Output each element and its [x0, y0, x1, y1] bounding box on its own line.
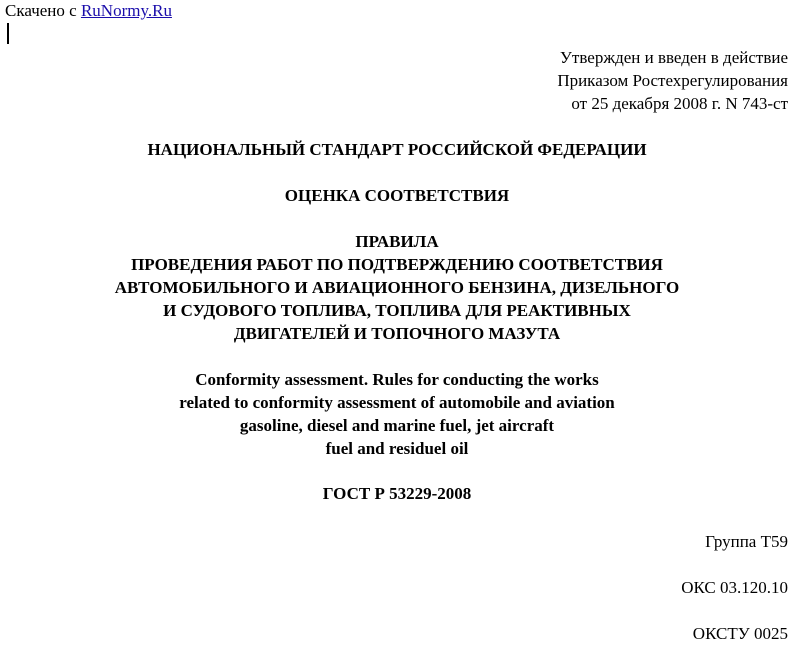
subject-heading [0, 184, 794, 207]
title-en-line: related to conformity assessment of automobile and aviation [179, 393, 615, 412]
title-en-line: gasoline, diesel and marine fuel, jet aircraft [239, 416, 555, 435]
russian-title [0, 230, 794, 345]
standard-type: НАЦИОНАЛЬНЫЙ СТАНДАРТ РОССИЙСКОЙ ФЕДЕРАЦИИ [147, 140, 647, 159]
approval-line: от 25 декабря 2008 г. N 743-ст [571, 94, 788, 113]
designation: ГОСТ Р 53229-2008 [322, 484, 472, 503]
english-title [0, 368, 794, 460]
title-en-line: fuel and residuel oil [325, 439, 469, 458]
title-en-line: Conformity assessment. Rules for conducting the works [195, 370, 599, 389]
okstu-code: ОКСТУ 0025 [692, 624, 788, 643]
title-ru-line: АВТОМОБИЛЬНОГО И АВИАЦИОННОГО БЕНЗИНА, ДИЗЕЛЬНОГО [114, 278, 680, 297]
group-code: Группа Т59 [705, 532, 788, 551]
title-ru-line: И СУДОВОГО ТОПЛИВА, ТОПЛИВА ДЛЯ РЕАКТИВНЫХ [163, 301, 631, 320]
subject: ОЦЕНКА СООТВЕТСТВИЯ [284, 186, 510, 205]
approval-line: Утвержден и введен в действие [559, 48, 788, 67]
approval-block [557, 46, 788, 115]
designation-heading [0, 482, 794, 505]
title-ru-line: ДВИГАТЕЛЕЙ И ТОПОЧНОГО МАЗУТА [233, 324, 561, 343]
source-line [5, 1, 172, 21]
title-ru-line: ПРАВИЛА [355, 232, 439, 251]
source-prefix: Скачено с [5, 1, 81, 20]
text-cursor [7, 23, 9, 44]
approval-line: Приказом Ростехрегулирования [557, 71, 788, 90]
title-ru-line: ПРОВЕДЕНИЯ РАБОТ ПО ПОДТВЕРЖДЕНИЮ СООТВЕТСТВИЯ [131, 255, 663, 274]
oks-code: ОКС 03.120.10 [681, 578, 788, 597]
runormy-link[interactable]: RuNormy.Ru [80, 1, 172, 20]
standard-type-heading [0, 138, 794, 161]
